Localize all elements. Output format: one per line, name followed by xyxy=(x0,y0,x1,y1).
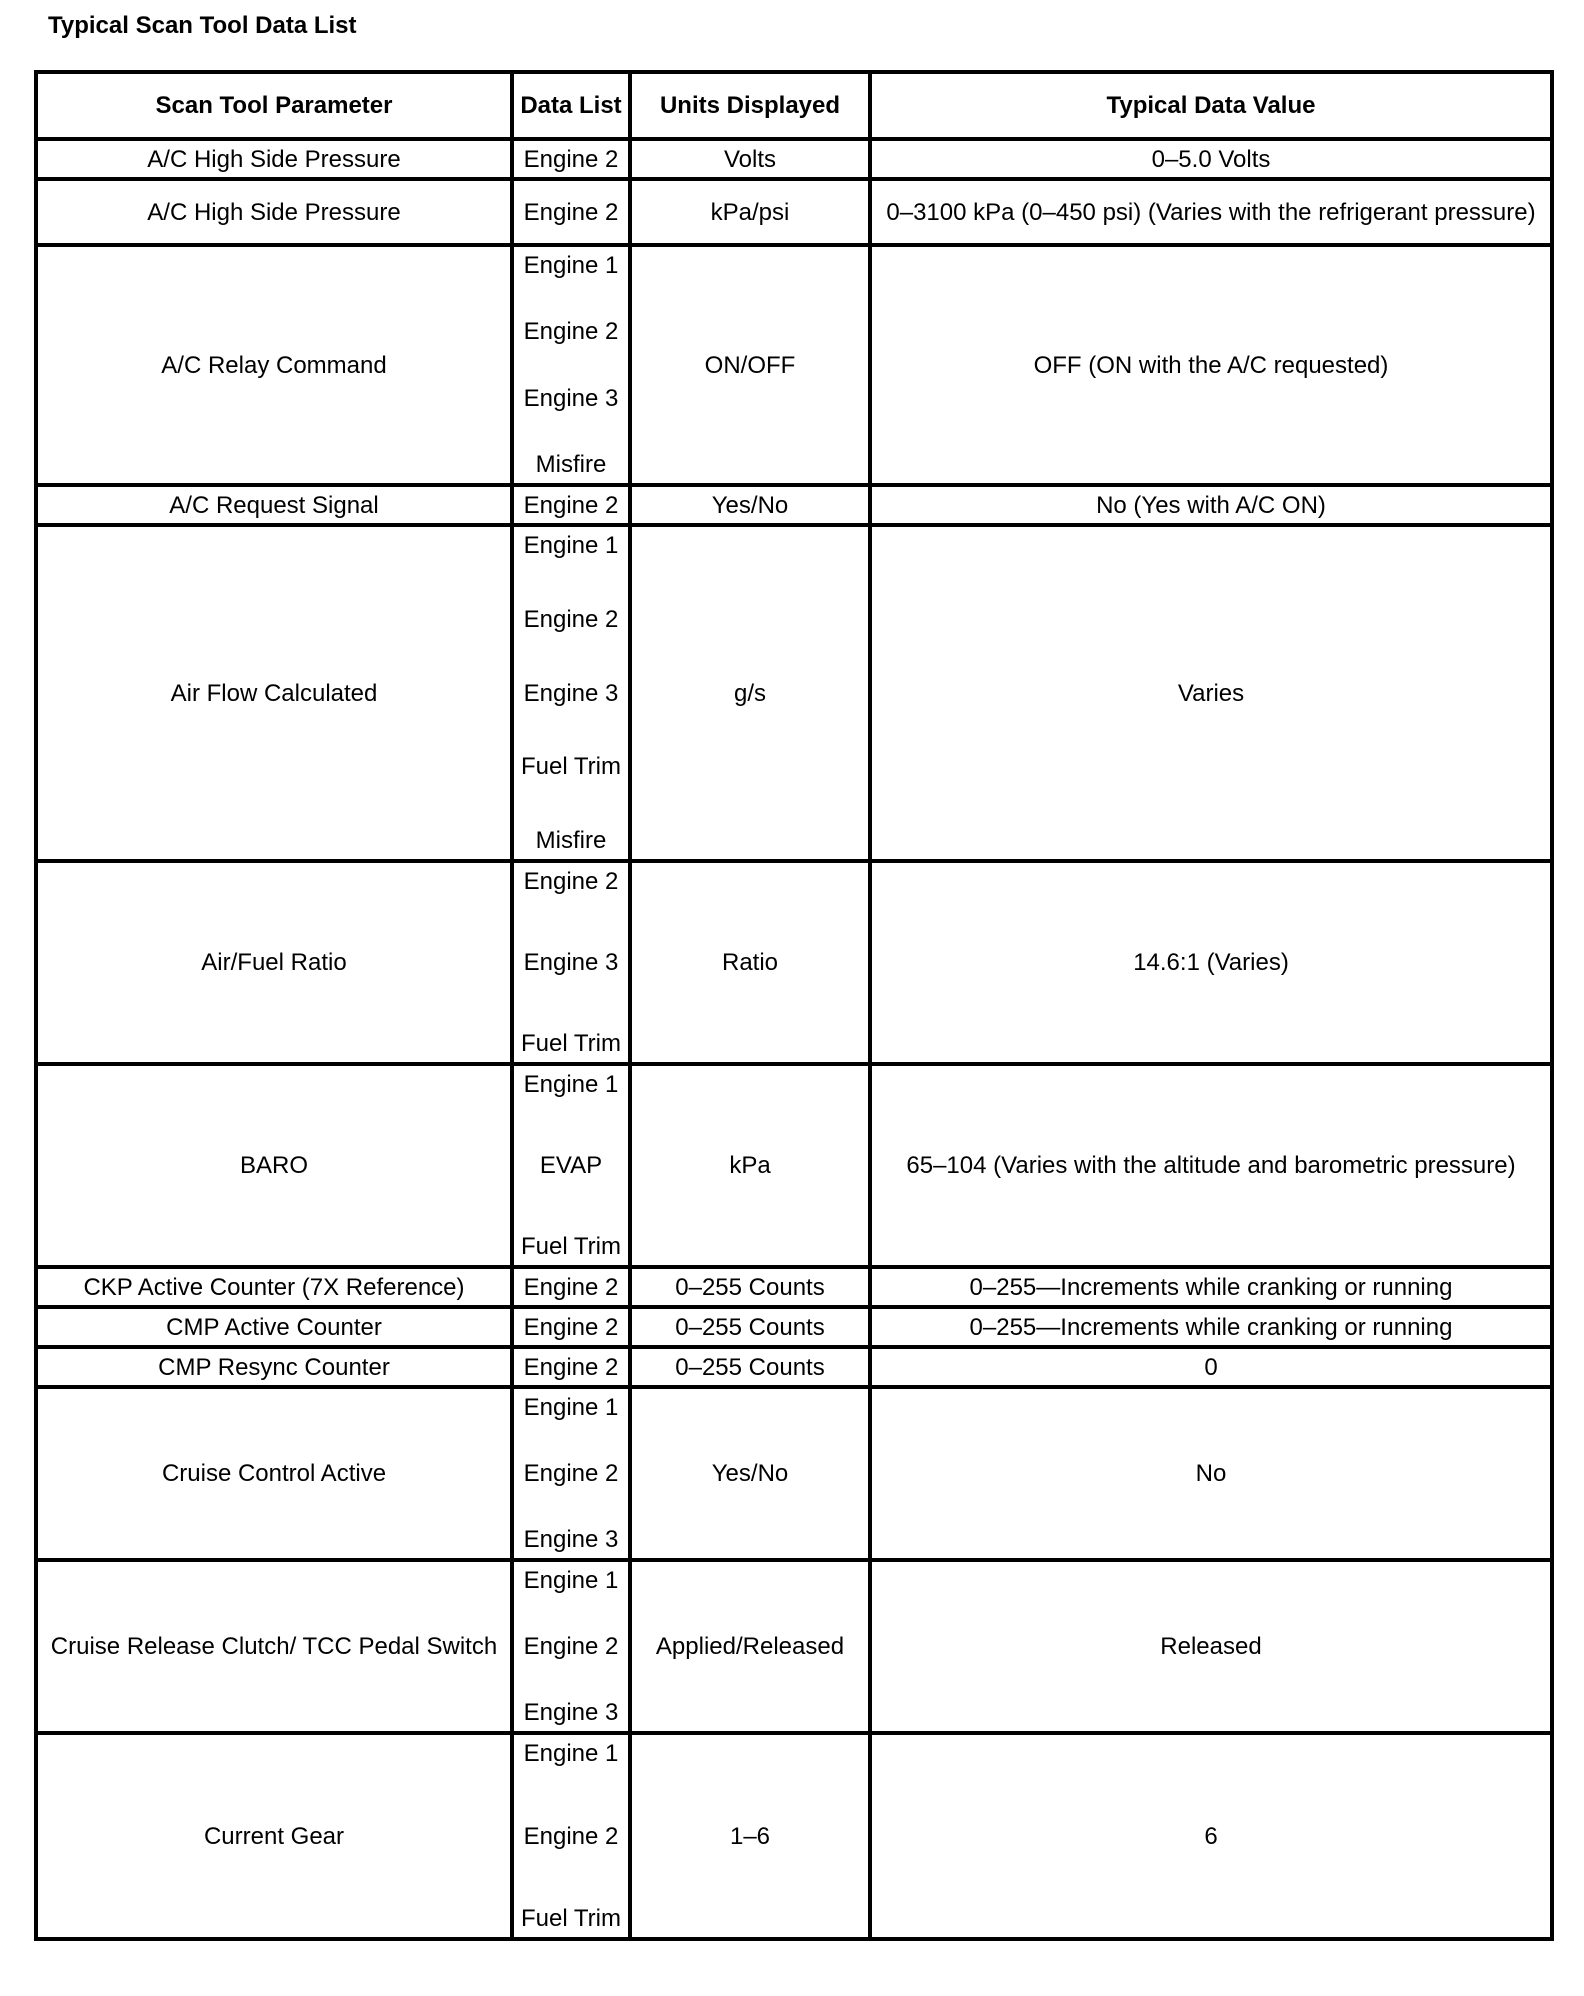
table-row xyxy=(36,245,1552,485)
table-header-row xyxy=(36,72,1552,139)
cell-parameter: Cruise Release Clutch/ TCC Pedal Switch xyxy=(36,1560,512,1733)
cell-data-list xyxy=(512,1733,630,1939)
header-units-displayed: Units Displayed xyxy=(630,72,870,139)
cell-units: 0–255 Counts xyxy=(630,1267,870,1307)
cell-data-list xyxy=(512,485,630,525)
cell-data-list xyxy=(512,245,630,485)
cell-parameter: Cruise Control Active xyxy=(36,1387,512,1560)
cell-typical-value: 0–3100 kPa (0–450 psi) (Varies with the refrigerant pressure) xyxy=(870,179,1552,245)
table-row xyxy=(36,485,1552,525)
cell-typical-value: Released xyxy=(870,1560,1552,1733)
cell-units: g/s xyxy=(630,525,870,861)
data-list-item: Engine 1 xyxy=(523,1071,619,1098)
cell-typical-value: OFF (ON with the A/C requested) xyxy=(870,245,1552,485)
cell-typical-value: 6 xyxy=(870,1733,1552,1939)
cell-data-list xyxy=(512,1560,630,1733)
data-list-item: Engine 3 xyxy=(523,384,619,412)
cell-data-list xyxy=(512,1267,630,1307)
data-list-stack xyxy=(516,185,626,239)
cell-units: Ratio xyxy=(630,861,870,1064)
data-list-item: EVAP xyxy=(539,1152,603,1179)
data-list-stack xyxy=(516,867,626,1058)
cell-data-list xyxy=(512,1064,630,1267)
data-list-item: Misfire xyxy=(535,827,607,854)
data-list-item: Engine 3 xyxy=(523,1699,619,1726)
data-list-stack xyxy=(516,1273,626,1302)
cell-data-list xyxy=(512,179,630,245)
cell-parameter: CKP Active Counter (7X Reference) xyxy=(36,1267,512,1307)
data-list-stack xyxy=(516,1313,626,1342)
data-list-item: Engine 2 xyxy=(523,1633,619,1660)
cell-typical-value: 0–5.0 Volts xyxy=(870,139,1552,179)
data-list-item: Fuel Trim xyxy=(520,753,621,781)
cell-parameter: A/C Relay Command xyxy=(36,245,512,485)
cell-parameter: A/C High Side Pressure xyxy=(36,179,512,245)
cell-typical-value: No xyxy=(870,1387,1552,1560)
cell-units: Yes/No xyxy=(630,485,870,525)
table-row xyxy=(36,1560,1552,1733)
data-list-stack xyxy=(516,1739,626,1933)
cell-units: kPa xyxy=(630,1064,870,1267)
data-list-item: Engine 2 xyxy=(523,1273,619,1301)
table-row xyxy=(36,861,1552,1064)
table-row xyxy=(36,1307,1552,1347)
data-list-stack xyxy=(516,251,626,479)
data-list-item: Engine 2 xyxy=(523,491,619,519)
cell-units: Yes/No xyxy=(630,1387,870,1560)
data-list-item: Engine 1 xyxy=(523,1394,619,1421)
table-row xyxy=(36,179,1552,245)
data-list-stack xyxy=(516,145,626,174)
table-row xyxy=(36,525,1552,861)
data-list-item: Misfire xyxy=(535,450,607,478)
data-list-item: Engine 1 xyxy=(523,532,619,559)
cell-units: kPa/psi xyxy=(630,179,870,245)
cell-typical-value: Varies xyxy=(870,525,1552,861)
header-scan-tool-parameter: Scan Tool Parameter xyxy=(36,72,512,139)
table-row xyxy=(36,1347,1552,1387)
cell-parameter: A/C Request Signal xyxy=(36,485,512,525)
cell-units: ON/OFF xyxy=(630,245,870,485)
cell-units: Volts xyxy=(630,139,870,179)
data-list-item: Engine 2 xyxy=(523,1353,619,1381)
table-row xyxy=(36,1733,1552,1939)
data-list-stack xyxy=(516,1566,626,1727)
table-row xyxy=(36,1267,1552,1307)
scan-tool-data-table xyxy=(34,70,1554,1941)
data-list-item: Engine 2 xyxy=(523,1313,619,1341)
cell-parameter: CMP Active Counter xyxy=(36,1307,512,1347)
table-row xyxy=(36,139,1552,179)
cell-typical-value: 0–255—Increments while cranking or running xyxy=(870,1267,1552,1307)
data-list-stack xyxy=(516,491,626,520)
cell-units: 0–255 Counts xyxy=(630,1307,870,1347)
cell-parameter: A/C High Side Pressure xyxy=(36,139,512,179)
data-list-item: Fuel Trim xyxy=(520,1030,621,1057)
cell-typical-value: 14.6:1 (Varies) xyxy=(870,861,1552,1064)
cell-typical-value: 0–255—Increments while cranking or running xyxy=(870,1307,1552,1347)
data-list-stack xyxy=(516,1393,626,1554)
data-list-item: Engine 3 xyxy=(523,949,619,976)
data-list-item: Engine 2 xyxy=(523,318,619,346)
data-list-item: Engine 3 xyxy=(523,679,619,707)
cell-data-list xyxy=(512,525,630,861)
cell-parameter: Air Flow Calculated xyxy=(36,525,512,861)
data-list-item: Engine 1 xyxy=(523,1567,619,1594)
data-list-item: Engine 1 xyxy=(523,252,619,279)
cell-typical-value: 0 xyxy=(870,1347,1552,1387)
data-list-item: Engine 2 xyxy=(523,868,619,895)
data-list-item: Engine 2 xyxy=(523,1822,619,1850)
cell-data-list xyxy=(512,1387,630,1560)
cell-data-list xyxy=(512,861,630,1064)
data-list-stack xyxy=(516,531,626,855)
cell-data-list xyxy=(512,1307,630,1347)
cell-units: 1–6 xyxy=(630,1733,870,1939)
data-list-item: Fuel Trim xyxy=(520,1905,621,1932)
cell-units: 0–255 Counts xyxy=(630,1347,870,1387)
cell-parameter: CMP Resync Counter xyxy=(36,1347,512,1387)
data-list-item: Engine 3 xyxy=(523,1526,619,1553)
cell-typical-value: No (Yes with A/C ON) xyxy=(870,485,1552,525)
table-row xyxy=(36,1387,1552,1560)
data-list-item: Engine 2 xyxy=(523,145,619,173)
data-list-item: Engine 1 xyxy=(523,1740,619,1767)
data-list-item: Engine 2 xyxy=(523,198,619,226)
data-list-item: Engine 2 xyxy=(523,1460,619,1487)
cell-parameter: BARO xyxy=(36,1064,512,1267)
cell-units: Applied/Released xyxy=(630,1560,870,1733)
data-list-item: Engine 2 xyxy=(523,605,619,633)
table-row xyxy=(36,1064,1552,1267)
cell-data-list xyxy=(512,139,630,179)
data-list-item: Fuel Trim xyxy=(520,1233,621,1260)
document-title: Typical Scan Tool Data List xyxy=(48,12,357,39)
cell-data-list xyxy=(512,1347,630,1387)
cell-parameter: Air/Fuel Ratio xyxy=(36,861,512,1064)
header-data-list: Data List xyxy=(512,72,630,139)
cell-parameter: Current Gear xyxy=(36,1733,512,1939)
data-list-stack xyxy=(516,1070,626,1261)
cell-typical-value: 65–104 (Varies with the altitude and barometric pressure) xyxy=(870,1064,1552,1267)
data-list-stack xyxy=(516,1353,626,1382)
header-typical-data-value: Typical Data Value xyxy=(870,72,1552,139)
